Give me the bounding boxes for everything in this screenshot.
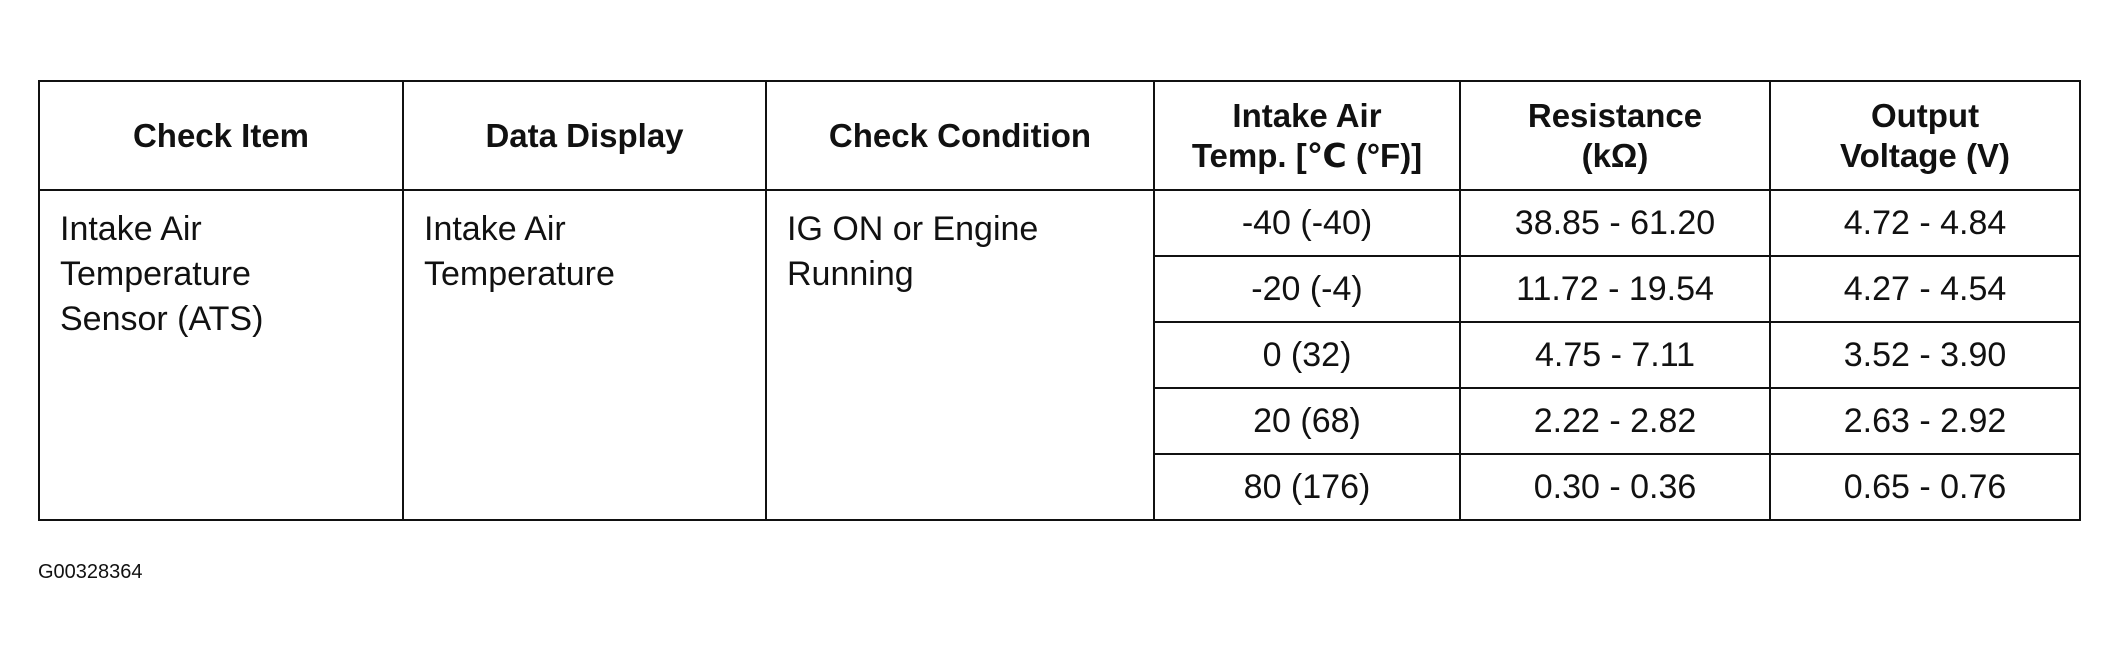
data-display-line: Temperature xyxy=(424,255,615,293)
table-row xyxy=(39,190,2080,256)
header-check-condition: Check Condition xyxy=(766,81,1154,190)
ats-spec-table xyxy=(38,80,2081,521)
resistance-cell: 2.22 - 2.82 xyxy=(1460,388,1770,454)
resistance-cell: 0.30 - 0.36 xyxy=(1460,454,1770,520)
header-resistance-line2: (kΩ) xyxy=(1581,136,1649,174)
header-intake-air-temp xyxy=(1154,81,1460,190)
check-item-line: Temperature xyxy=(60,255,251,293)
check-item-cell xyxy=(39,190,403,520)
temp-cell: 0 (32) xyxy=(1154,322,1460,388)
voltage-cell: 4.72 - 4.84 xyxy=(1770,190,2080,256)
check-condition-cell xyxy=(766,190,1154,520)
header-row xyxy=(39,81,2080,190)
temp-cell: 80 (176) xyxy=(1154,454,1460,520)
temp-cell: 20 (68) xyxy=(1154,388,1460,454)
header-check-item: Check Item xyxy=(39,81,403,190)
data-display-line: Intake Air xyxy=(424,210,566,248)
voltage-cell: 0.65 - 0.76 xyxy=(1770,454,2080,520)
header-intake-air-temp-line2: Temp. [℃ (°F)] xyxy=(1191,136,1423,174)
figure-id: G00328364 xyxy=(38,561,143,583)
resistance-cell: 4.75 - 7.11 xyxy=(1460,322,1770,388)
check-condition-line: IG ON or Engine xyxy=(787,210,1039,248)
check-item-line: Sensor (ATS) xyxy=(60,300,264,338)
voltage-cell: 3.52 - 3.90 xyxy=(1770,322,2080,388)
temp-cell: -40 (-40) xyxy=(1154,190,1460,256)
check-item-line: Intake Air xyxy=(60,210,202,248)
header-output-voltage xyxy=(1770,81,2080,190)
resistance-cell: 38.85 - 61.20 xyxy=(1460,190,1770,256)
temp-cell: -20 (-4) xyxy=(1154,256,1460,322)
header-data-display: Data Display xyxy=(403,81,766,190)
header-output-voltage-line1: Output xyxy=(1870,96,1980,134)
check-condition-line: Running xyxy=(787,255,914,293)
voltage-cell: 4.27 - 4.54 xyxy=(1770,256,2080,322)
header-resistance-line1: Resistance xyxy=(1527,96,1703,134)
resistance-cell: 11.72 - 19.54 xyxy=(1460,256,1770,322)
voltage-cell: 2.63 - 2.92 xyxy=(1770,388,2080,454)
data-display-cell xyxy=(403,190,766,520)
header-resistance xyxy=(1460,81,1770,190)
header-output-voltage-line2: Voltage (V) xyxy=(1840,136,2010,174)
header-intake-air-temp-line1: Intake Air xyxy=(1232,96,1382,134)
